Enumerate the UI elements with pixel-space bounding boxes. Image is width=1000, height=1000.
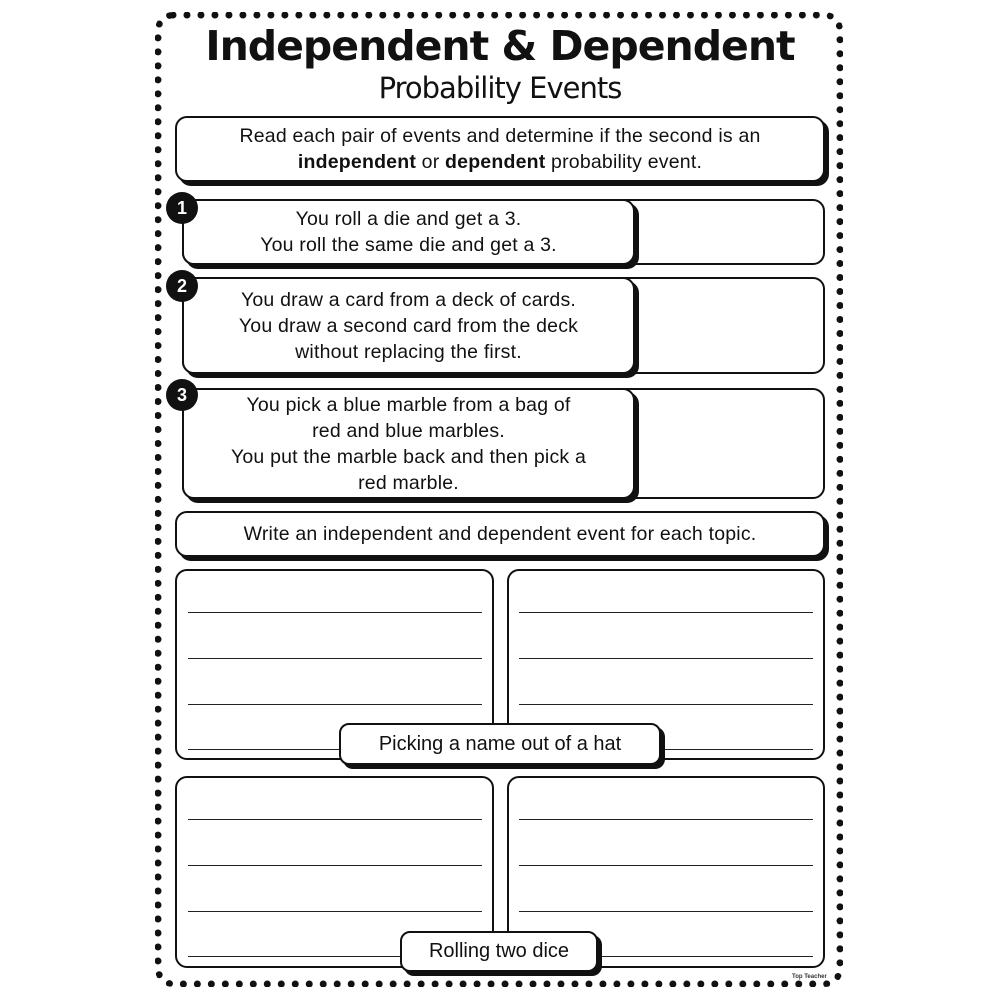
topic-2-right-line-1 bbox=[519, 819, 813, 820]
topic-1-left-line-3 bbox=[188, 704, 482, 705]
question-2-number-badge: 2 bbox=[166, 270, 198, 302]
question-3-line-3: You put the marble back and then pick a bbox=[230, 445, 587, 468]
instructions-line-1: Read each pair of events and determine if the second is an bbox=[239, 125, 761, 147]
topic-2-right-line-2 bbox=[519, 865, 813, 866]
question-1-number-badge: 1 bbox=[166, 192, 198, 224]
topic-2-label: Rolling two dice bbox=[400, 931, 598, 972]
topic-1-left-line-1 bbox=[188, 612, 482, 613]
question-3-number-badge: 3 bbox=[166, 379, 198, 411]
topic-1-left-line-2 bbox=[188, 658, 482, 659]
instructions-connector: or bbox=[416, 151, 446, 173]
question-1-line-1: You roll a die and get a 3. bbox=[295, 208, 522, 230]
question-2-prompt bbox=[182, 277, 635, 374]
question-2-line-2: You draw a second card from the deck bbox=[238, 314, 579, 337]
write-prompt-text: Write an independent and dependent event for each topic. bbox=[243, 523, 757, 545]
instructions-bold-independent: independent bbox=[297, 151, 417, 173]
question-3-line-2: red and blue marbles. bbox=[312, 419, 505, 442]
write-prompt-box bbox=[175, 511, 825, 557]
instructions-line-2 bbox=[298, 149, 702, 175]
instructions-bold-dependent: dependent bbox=[445, 151, 546, 173]
question-2-line-3: without replacing the first. bbox=[295, 340, 522, 363]
question-2-line-1: You draw a card from a deck of cards. bbox=[240, 288, 577, 311]
brand-label: Top Teacher bbox=[792, 974, 827, 980]
question-3-line-4: red marble. bbox=[358, 471, 459, 494]
question-1-line-2: You roll the same die and get a 3. bbox=[260, 234, 557, 256]
instructions-tail: probability event. bbox=[545, 151, 703, 173]
question-3-prompt bbox=[182, 388, 635, 499]
question-1-prompt bbox=[182, 199, 635, 265]
topic-1-right-line-3 bbox=[519, 704, 813, 705]
topic-1-right-line-1 bbox=[519, 612, 813, 613]
page-subtitle: Probability Events bbox=[378, 71, 622, 105]
topic-2-left-line-1 bbox=[188, 819, 482, 820]
page-title: Independent & Dependent bbox=[205, 22, 795, 70]
topic-2-left-line-3 bbox=[188, 911, 482, 912]
topic-1-right-line-2 bbox=[519, 658, 813, 659]
topic-1-label: Picking a name out of a hat bbox=[339, 723, 661, 765]
instructions-box bbox=[175, 116, 825, 182]
topic-2-left-line-2 bbox=[188, 865, 482, 866]
topic-2-right-line-3 bbox=[519, 911, 813, 912]
question-3-line-1: You pick a blue marble from a bag of bbox=[246, 393, 571, 416]
